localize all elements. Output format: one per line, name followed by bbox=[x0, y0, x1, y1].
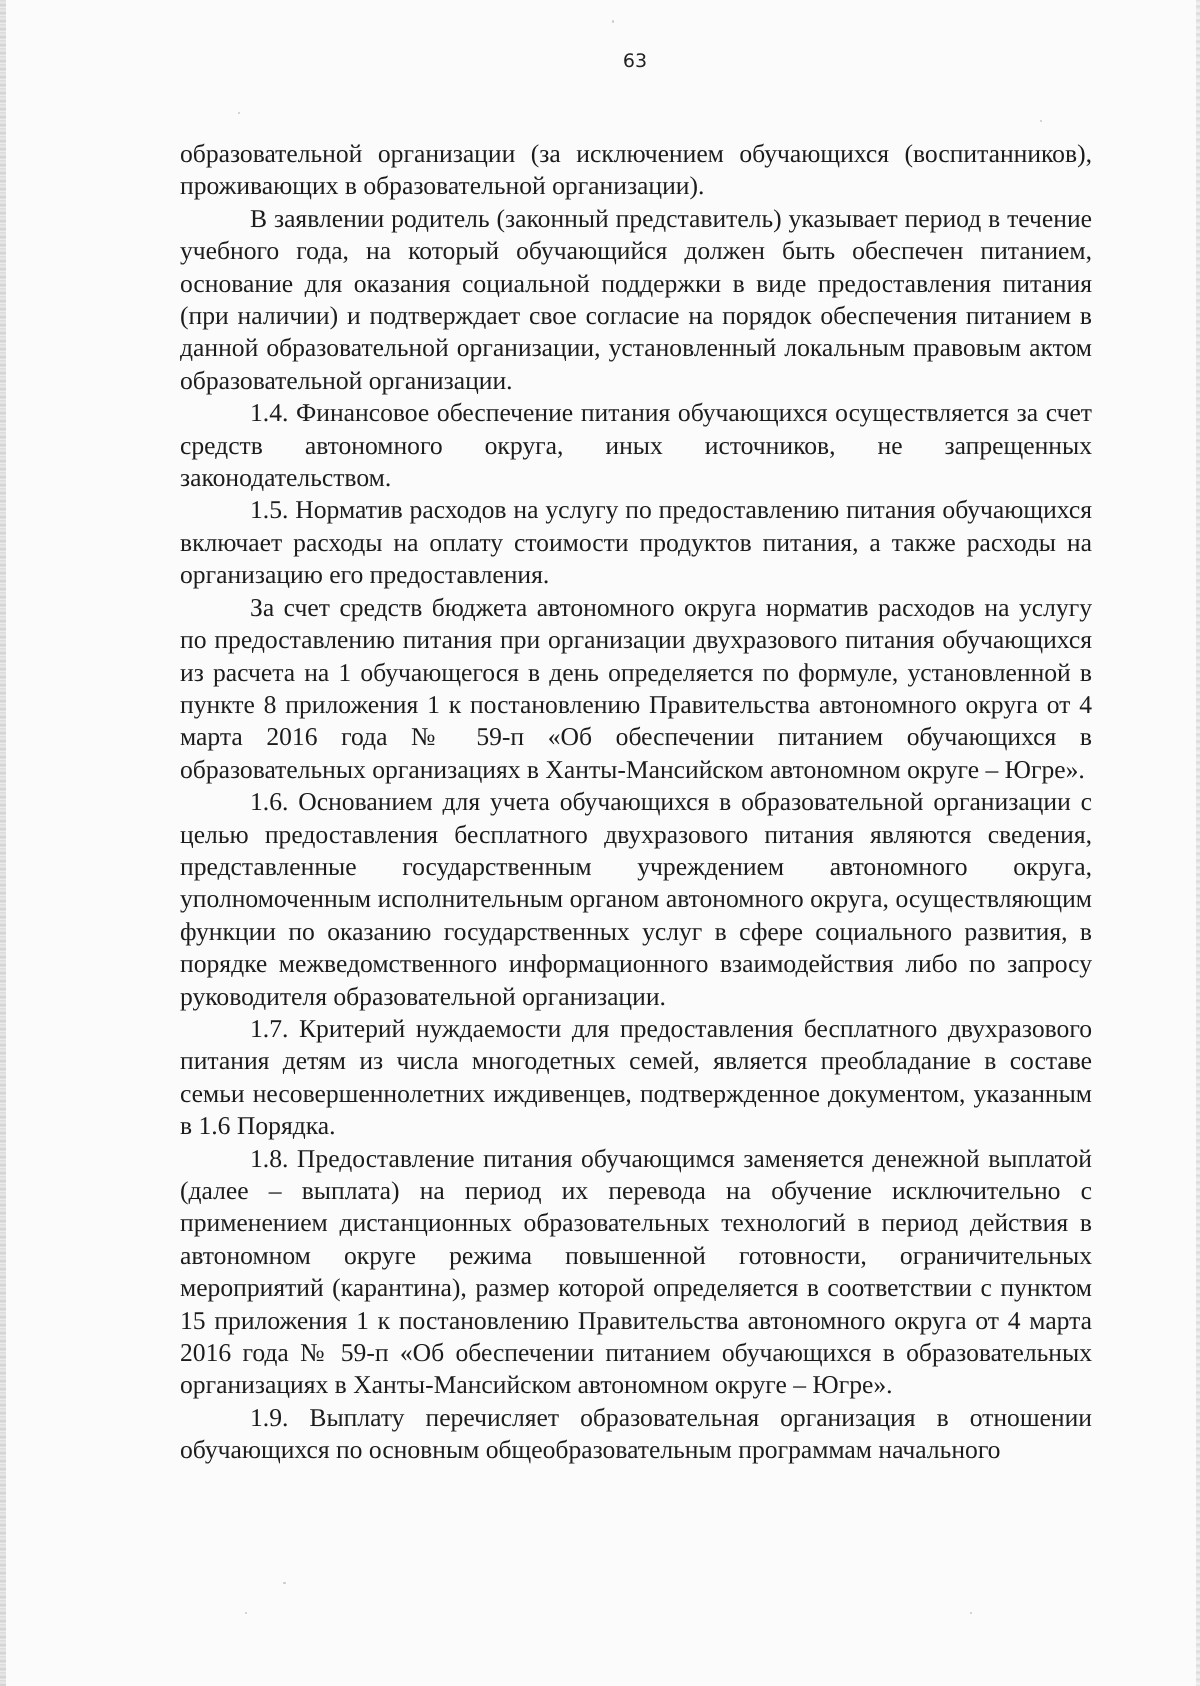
paragraph-1-5: 1.5. Норматив расходов на услугу по предоставлению питания обучающихся включает расходы на оплату стоимости продуктов питания, а также расходы на организацию его предоставления. bbox=[180, 495, 1092, 590]
paragraph-1-6: 1.6. Основанием для учета обучающихся в образовательной организации с целью предоставления бесплатного двухразового питания являются сведения, представленные государственным учреждением автономного округа, уполномоченным исполнительным органом автономного округа, осуществляющим функции по оказанию государственных услуг в сфере социального развития, в порядке межведомственного информационного взаимодействия либо по запросу руководителя образовательной организации. bbox=[180, 787, 1092, 1011]
paragraph-1-4: 1.4. Финансовое обеспечение питания обучающихся осуществляется за счет средств автономного округа, иных источников, не запрещенных законодательством. bbox=[180, 398, 1092, 493]
scan-speck bbox=[612, 20, 614, 23]
paragraph-application: В заявлении родитель (законный представитель) указывает период в течение учебного года, на который обучающийся должен быть обеспечен питанием, основание для оказания социальной поддержки в виде предоставления питания (при наличии) и подтверждает свое согласие на порядок обеспечения питанием в данной образовательной организации, установленный локальным правовым актом образовательной организации. bbox=[180, 203, 1092, 395]
paragraph-continuation: образовательной организации (за исключением обучающихся (воспитанников), проживающих в образовательной организации). bbox=[180, 139, 1092, 201]
page-number: 63 bbox=[622, 50, 648, 72]
scan-speck bbox=[970, 1612, 972, 1614]
scan-speck bbox=[1040, 120, 1042, 122]
scan-speck bbox=[238, 112, 240, 114]
paragraph-budget-norm: За счет средств бюджета автономного округа норматив расходов на услугу по предоставлению питания при организации двухразового питания обучающихся из расчета на 1 обучающегося в день определяется по формуле, установленной в пункте 8 приложения 1 к постановлению Правительства автономного округа от 4 марта 2016 года № 59-п «Об обеспечении питанием обучающихся в образовательных организациях в Ханты-Мансийском автономном округе – Югре». bbox=[180, 592, 1092, 784]
paragraph-1-9: 1.9. Выплату перечисляет образовательная организация в отношении обучающихся по основным общеобразовательным программам начального bbox=[180, 1402, 1092, 1465]
paragraph-1-7: 1.7. Критерий нуждаемости для предоставления бесплатного двухразового питания детям из числа многодетных семей, является преобладание в составе семьи несовершеннолетних иждивенцев, подтвержденное документом, указанным в 1.6 Порядка. bbox=[180, 1013, 1092, 1141]
scan-edge-right bbox=[1196, 0, 1200, 1686]
paragraph-1-8: 1.8. Предоставление питания обучающимся заменяется денежной выплатой (далее – выплата) на период их перевода на обучение исключительно с применением дистанционных образовательных технологий в период действия в автономном округе режима повышенной готовности, ограничительных мероприятий (карантина), размер которой определяется в соответствии с пунктом 15 приложения 1 к постановлению Правительства автономного округа от 4 марта 2016 года № 59-п «Об обеспечении питанием обучающихся в образовательных организациях в Ханты-Мансийском автономном округе – Югре». bbox=[180, 1143, 1092, 1400]
scan-speck bbox=[283, 1582, 286, 1584]
scan-speck bbox=[245, 1612, 247, 1614]
document-body bbox=[180, 138, 1092, 1467]
scan-edge-left bbox=[0, 0, 6, 1686]
